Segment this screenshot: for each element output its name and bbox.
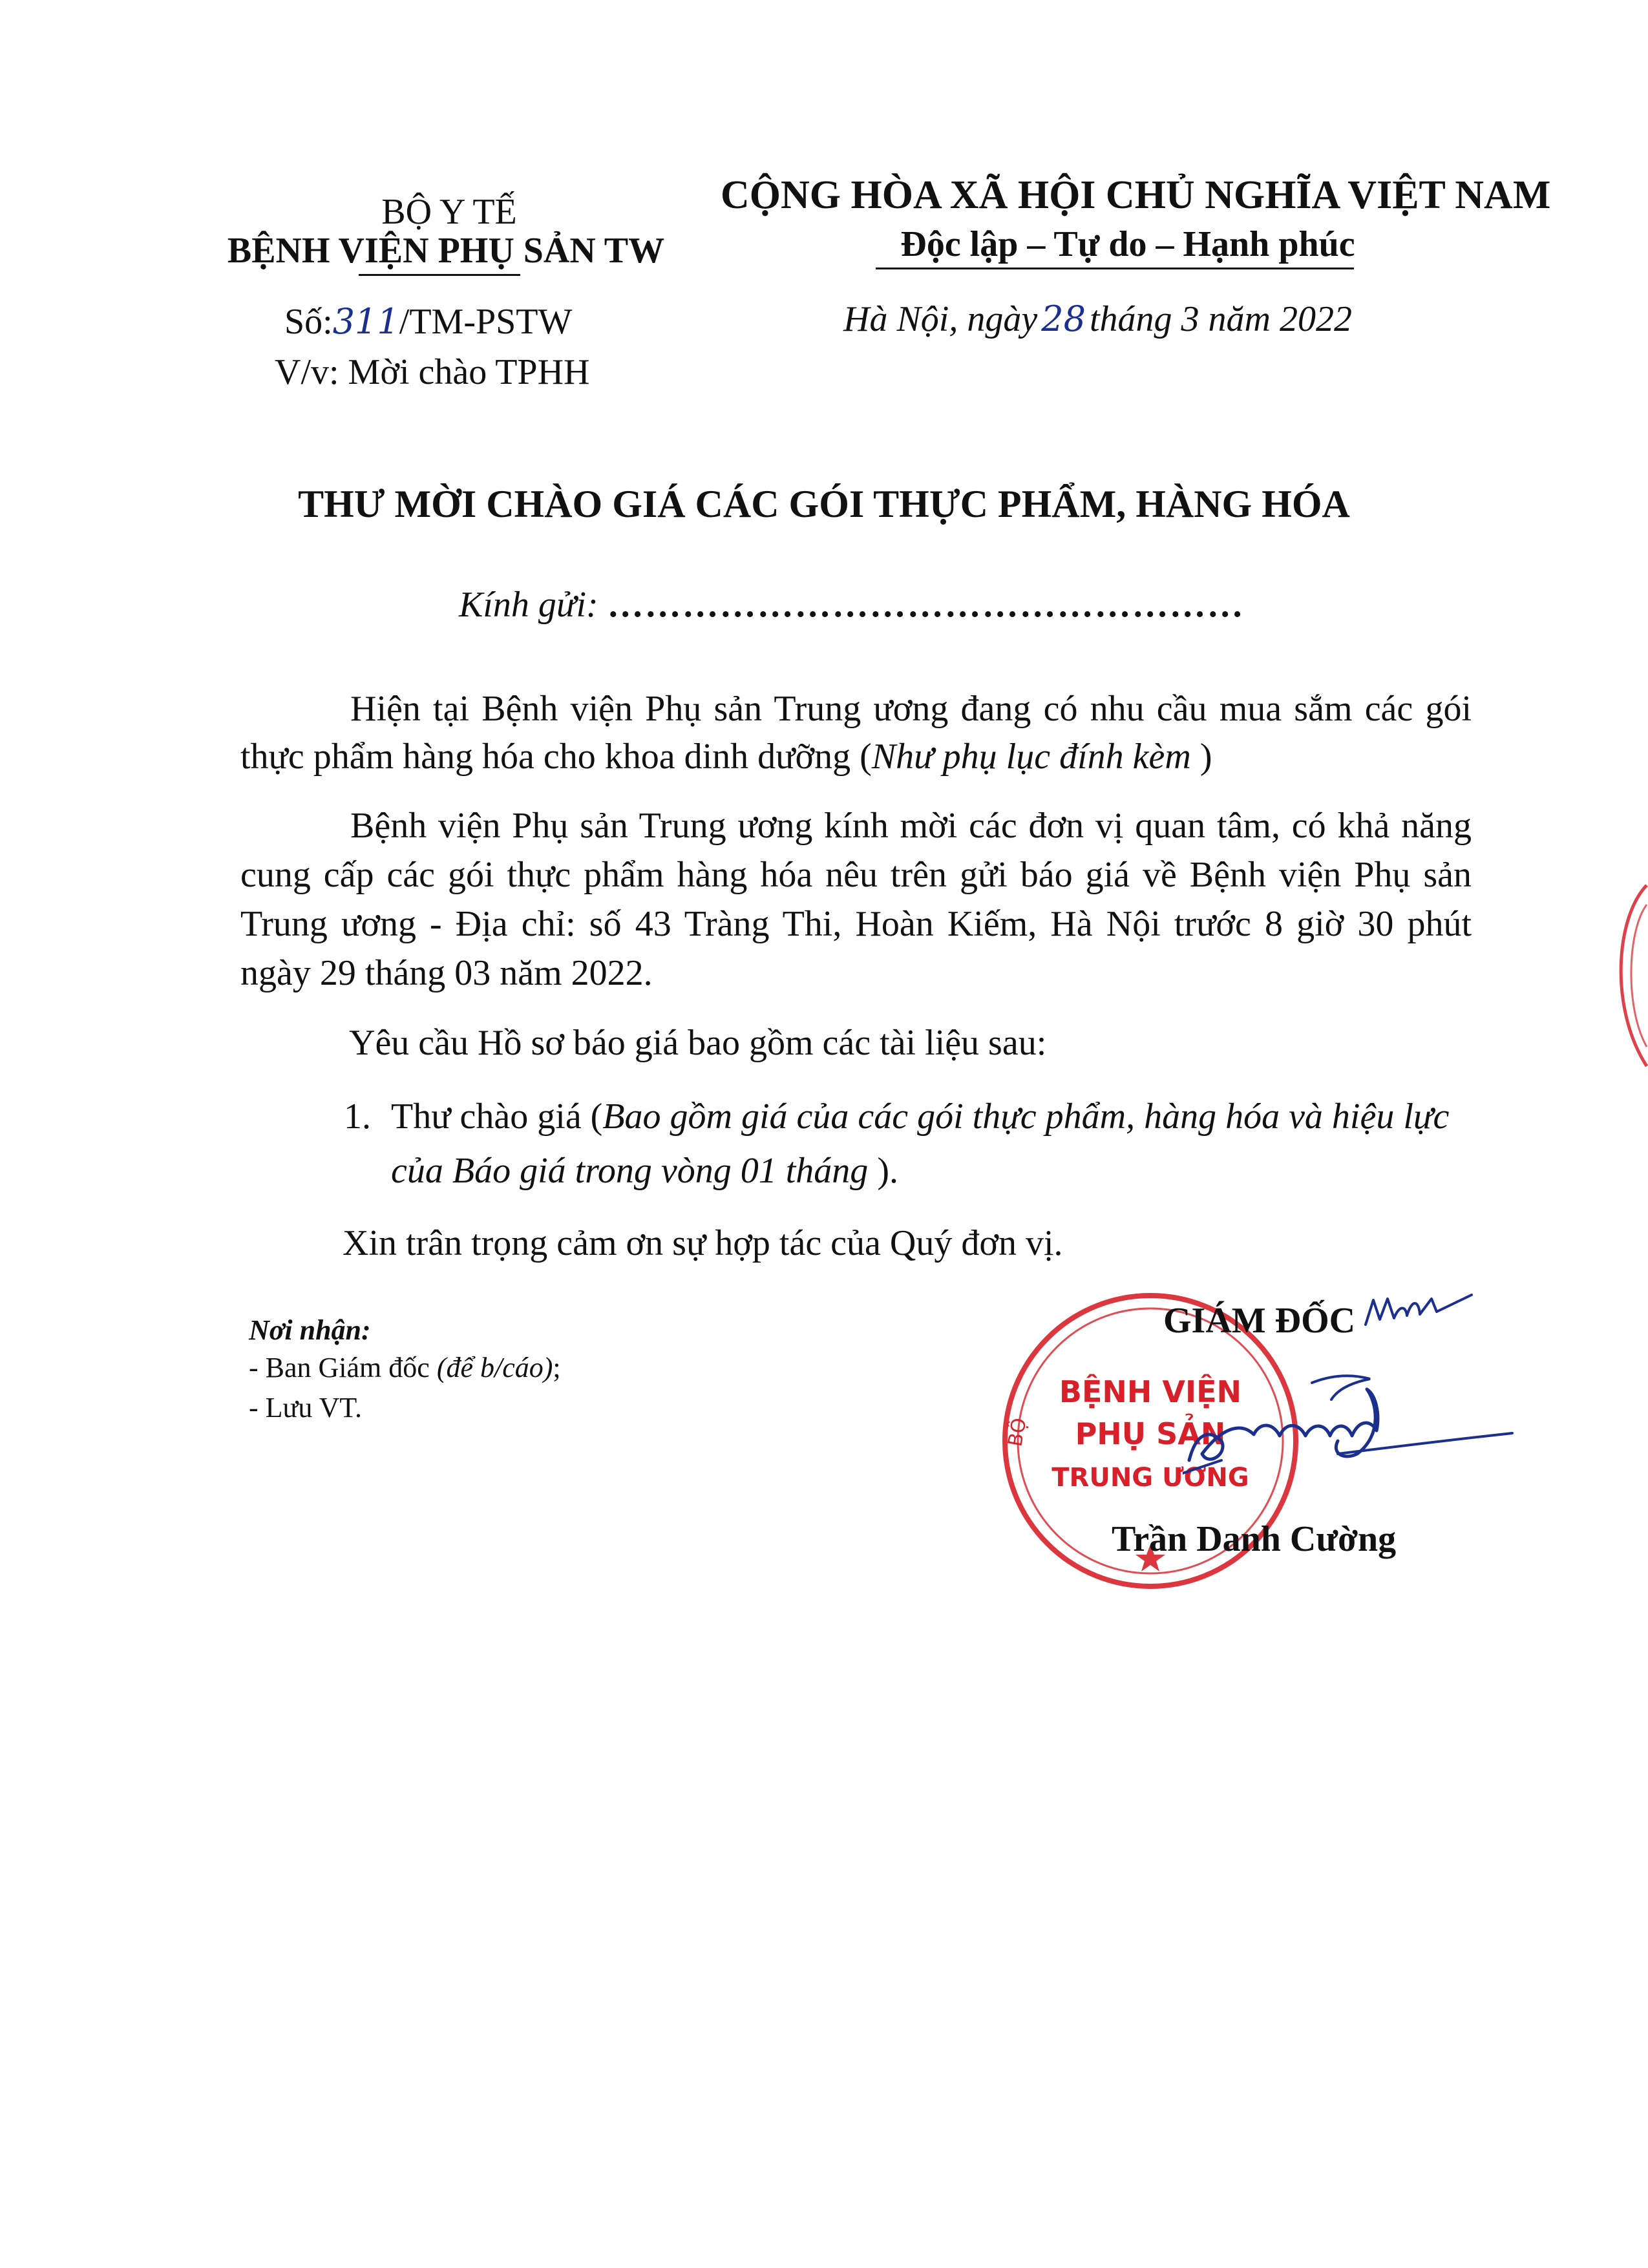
- stamp-line-2: PHỤ SẢN: [1075, 1416, 1226, 1451]
- body-paragraph-1: [240, 685, 1472, 781]
- hospital-name: BỆNH VIỆN PHỤ SẢN TW: [227, 231, 665, 271]
- item1-text: Thư chào giá (: [391, 1097, 603, 1137]
- para1-text: Hiện tại Bệnh viện Phụ sản Trung ương đang có nhu cầu mua sắm các gói thực phẩm hàng hóa cho khoa dinh dưỡng (: [240, 689, 1472, 777]
- recipients-heading: Nơi nhận:: [249, 1314, 371, 1346]
- national-motto: Độc lập – Tự do – Hạnh phúc: [900, 224, 1355, 264]
- edge-stamp-mark: [1596, 879, 1648, 1073]
- closing-line: Xin trân trọng cảm ơn sự hợp tác của Quý đơn vị.: [343, 1223, 1063, 1263]
- date-line: [843, 296, 1352, 342]
- recipient-1-end: ;: [553, 1352, 561, 1383]
- signatory-name: Trần Danh Cường: [1112, 1519, 1397, 1559]
- motto-underline: [876, 268, 1354, 269]
- country-name: CỘNG HÒA XÃ HỘI CHỦ NGHĨA VIỆT NAM: [721, 173, 1551, 217]
- document-number: [284, 299, 572, 345]
- date-suffix: tháng 3 năm 2022: [1089, 299, 1352, 339]
- item1-italic-line2: của Báo giá trong vòng 01 tháng: [391, 1151, 869, 1191]
- date-day-handwritten: 28: [1041, 299, 1086, 339]
- recipient-1-text: - Ban Giám đốc: [249, 1352, 437, 1383]
- doc-number-prefix: Số:: [284, 302, 333, 342]
- hospital-underline: [359, 274, 520, 276]
- stamp-side-text: BỘ: [1004, 1416, 1031, 1449]
- handwritten-signature: [1183, 1363, 1519, 1486]
- recipients-line-2: - Lưu VT.: [249, 1392, 362, 1423]
- stamp-line-1: BỆNH VIỆN: [1059, 1374, 1242, 1409]
- list-item-1-number: 1.: [344, 1097, 371, 1137]
- list-item-1-line1: [391, 1093, 1449, 1140]
- recipient-1-italic: (để b/cáo): [436, 1352, 553, 1383]
- item1-italic-line1: Bao gồm giá của các gói thực phẩm, hàng hóa và hiệu lực: [602, 1097, 1450, 1137]
- doc-number-handwritten: 311: [332, 301, 399, 342]
- para2-text: Bệnh viện Phụ sản Trung ương kính mời các đơn vị quan tâm, có khả năng cung cấp các gói thực phẩm hàng hóa nêu trên gửi báo giá về Bệnh viện Phụ sản Trung ương - Địa chỉ: số 43 Tràng Thi, Hoàn Kiếm, Hà Nội trước 8 giờ 30 phút ngày 29 tháng 03 năm 2022.: [240, 806, 1472, 993]
- ministry-name: BỘ Y TẾ: [381, 192, 517, 232]
- greeting-dots: ……………………………………………: [607, 585, 1245, 625]
- letter-title: THƯ MỜI CHÀO GIÁ CÁC GÓI THỰC PHẨM, HÀNG HÓA: [298, 483, 1350, 525]
- recipients-line-1: [249, 1349, 561, 1387]
- greeting-label: Kính gửi:: [459, 585, 598, 625]
- greeting: [459, 582, 1245, 628]
- item1-end: ).: [868, 1151, 898, 1191]
- list-item-1-line2: [391, 1148, 898, 1194]
- signatory-position: GIÁM ĐỐC: [1163, 1301, 1356, 1341]
- para1-italic: Như phụ lục đính kèm: [871, 737, 1191, 777]
- stamp-line-3: TRUNG ƯƠNG: [1051, 1463, 1249, 1493]
- date-prefix: Hà Nội, ngày: [843, 299, 1038, 339]
- subject-line: V/v: Mời chào TPHH: [275, 352, 590, 392]
- para1-end: ): [1190, 737, 1212, 777]
- initial-scribble: [1360, 1286, 1477, 1338]
- body-paragraph-3: Yêu cầu Hồ sơ báo giá bao gồm các tài liệu sau:: [349, 1023, 1047, 1063]
- body-paragraph-2: [240, 801, 1472, 998]
- doc-number-suffix: /TM-PSTW: [399, 302, 573, 342]
